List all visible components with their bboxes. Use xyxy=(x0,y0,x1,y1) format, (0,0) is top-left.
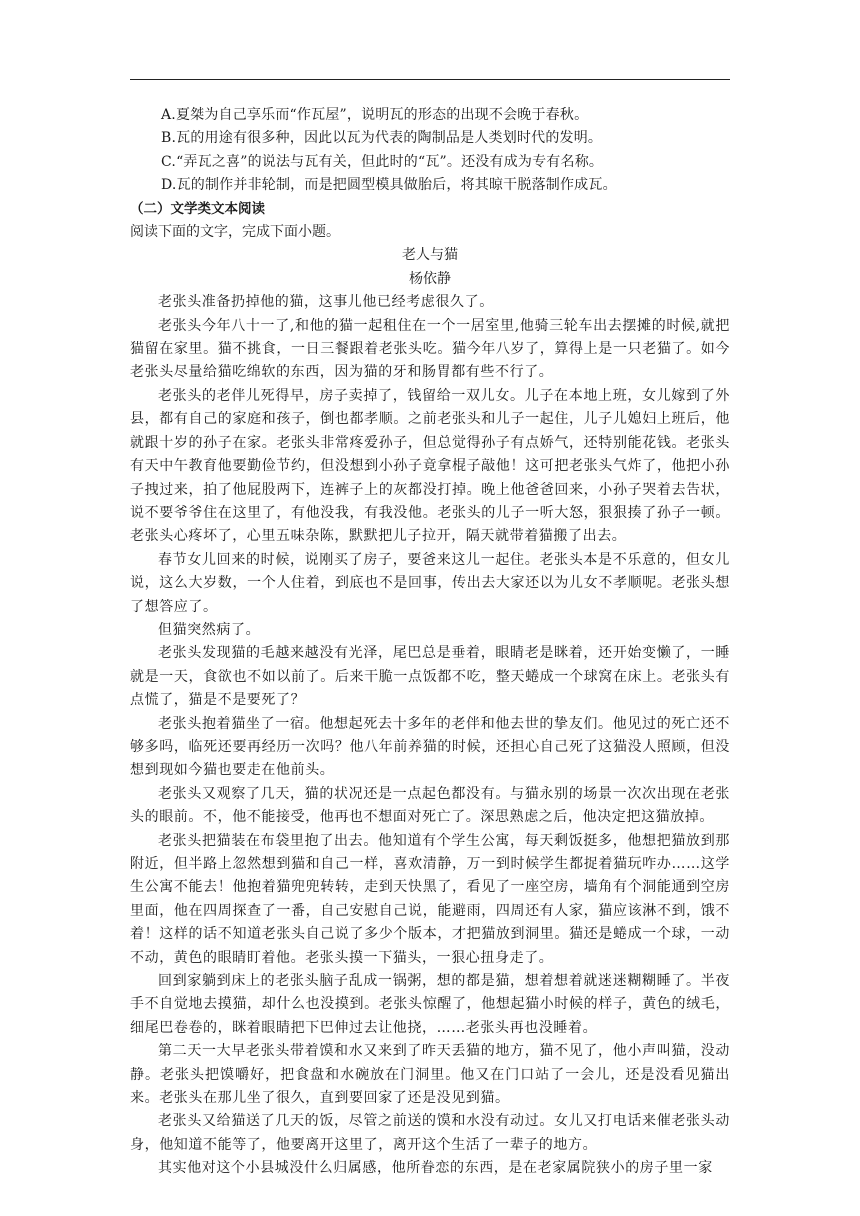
story-paragraph: 老张头今年八十一了,和他的猫一起租住在一个一居室里,他骑三轮车出去摆摊的时候,就把猫留在家里。猫不挑食，一日三餐跟着老张头吃。猫今年八岁了，算得上是一只老猫了。如今老张头尽量给猫吃绵软的东西，因为猫的牙和肠胃都有些不行了。 xyxy=(130,317,730,381)
story-paragraph: 第二天一大早老张头带着馍和水又来到了昨天丢猫的地方，猫不见了，他小声叫猫，没动静。老张头把馍嚼好，把食盘和水碗放在门洞里。他又在门口站了一会儿，还是没看见猫出来。老张头在那儿坐了很久，直到要回家了还是没见到猫。 xyxy=(130,1043,730,1107)
option-d: D.瓦的制作并非轮制，而是把圆型模具做胎后，将其晾干脱落制作成瓦。 xyxy=(161,177,617,194)
section-heading: （二）文学类文本阅读 xyxy=(130,200,265,217)
option-a: A.夏桀为自己享乐而“作瓦屋”，说明瓦的形态的出现不会晚于春秋。 xyxy=(161,107,589,123)
story-paragraph: 老张头把猫装在布袋里抱了出去。他知道有个学生公寓，每天剩饭挺多，他想把猫放到那附近，但半路上忽然想到猫和自己一样，喜欢清静，万一到时候学生都捉着猫玩咋办……这学生公寓不能去！他抱着猫兜兜转转，走到天快黑了，看见了一座空房，墙角有个洞能通到空房里面，他在四周探查了一番，自己安慰自己说，能避雨，四周还有人家，猫应该淋不到，饿不着！这样的话不知道老张头自己说了多少个版本，才把猫放到洞里。猫还是蜷成一个球，一动不动，黄色的眼睛盯着他。老张头摸一下猫头，一狠心扭身走了。 xyxy=(130,832,730,966)
option-c: C.“弄瓦之喜”的说法与瓦有关，但此时的“瓦”。还没有成为专有名称。 xyxy=(161,153,604,170)
option-b: B.瓦的用途有很多种，因此以瓦为代表的陶制品是人类划时代的发明。 xyxy=(161,130,603,147)
story-paragraph: 老张头抱着猫坐了一宿。他想起死去十多年的老伴和他去世的挚友们。他见过的死亡还不够多吗，临死还要再经历一次吗？他八年前养猫的时候，还担心自己死了这猫没人照顾，但没想到现如今猫也要走在他前头。 xyxy=(130,715,730,779)
instruction: 阅读下面的文字，完成下面小题。 xyxy=(130,224,340,241)
story-paragraph: 老张头又给猫送了几天的饭，尽管之前送的馍和水没有动过。女儿又打电话来催老张头动身，他知道不能等了，他要离开这里了，离开这个生活了一辈子的地方。 xyxy=(130,1113,730,1153)
header-rule xyxy=(130,79,730,80)
story-author: 杨依静 xyxy=(409,270,451,287)
story-paragraph: 老张头又观察了几天，猫的状况还是一点起色都没有。与猫永别的场景一次次出现在老张头的眼前。不，他不能接受，他再也不想面对死亡了。深思熟虑之后，他决定把这猫放掉。 xyxy=(130,785,730,826)
story-paragraph: 老张头的老伴儿死得早，房子卖掉了，钱留给一双儿女。儿子在本地上班，女儿嫁到了外县，都有自己的家庭和孩子，倒也都孝顺。之前老张头和儿子一起住，儿子儿媳妇上班后，他就跟十岁的孙子在家。老张头非常疼爱孙子，但总觉得孙子有点娇气，还特别能花钱。老张头有天中午教育他要勤俭节约，但没想到小孙子竟拿棍子敲他！这可把老张头气炸了，他把小孙子拽过来，拍了他屁股两下，连裤子上的灰都没打掉。晚上他爸爸回来，小孙子哭着去告状，说不要爷爷住在这里了，有他没我，有我没他。老张头的儿子一听大怒，狠狠揍了孙子一顿。老张头心疼坏了，心里五味杂陈，默默把儿子拉开，隔天就带着猫搬了出去。 xyxy=(130,387,730,545)
story-paragraph: 春节女儿回来的时候，说刚买了房子，要爸来这儿一起住。老张头本是不乐意的，但女儿说，这么大岁数，一个人住着，到底也不是回事，传出去大家还以为儿女不孝顺呢。老张头想了想答应了。 xyxy=(130,551,730,615)
story-paragraph: 但猫突然病了。 xyxy=(158,621,261,638)
story-title: 老人与猫 xyxy=(402,247,458,264)
page-content xyxy=(130,104,730,1181)
story-paragraph: 其实他对这个小县城没什么归属感，他所眷恋的东西，是在老家属院狭小的房子里一家 xyxy=(158,1160,713,1177)
story-paragraph: 回到家躺到床上的老张头脑子乱成一锅粥，想的都是猫，想着想着就迷迷糊糊睡了。半夜手不自觉地去摸猫，却什么也没摸到。老张头惊醒了，他想起猫小时候的样子，黄色的绒毛，细尾巴卷卷的，眯着眼睛把下巴伸过去让他挠，……老张头再也没睡着。 xyxy=(130,973,730,1036)
story-paragraph: 老张头发现猫的毛越来越没有光泽，尾巴总是垂着，眼睛老是眯着，还开始变懒了，一睡就是一天，食欲也不如以前了。后来干脆一点饭都不吃，整天蜷成一个球窝在床上。老张头有点慌了，猫是不是要死了？ xyxy=(130,645,730,709)
story-paragraph: 老张头准备扔掉他的猫，这事儿他已经考虑很久了。 xyxy=(158,294,494,311)
